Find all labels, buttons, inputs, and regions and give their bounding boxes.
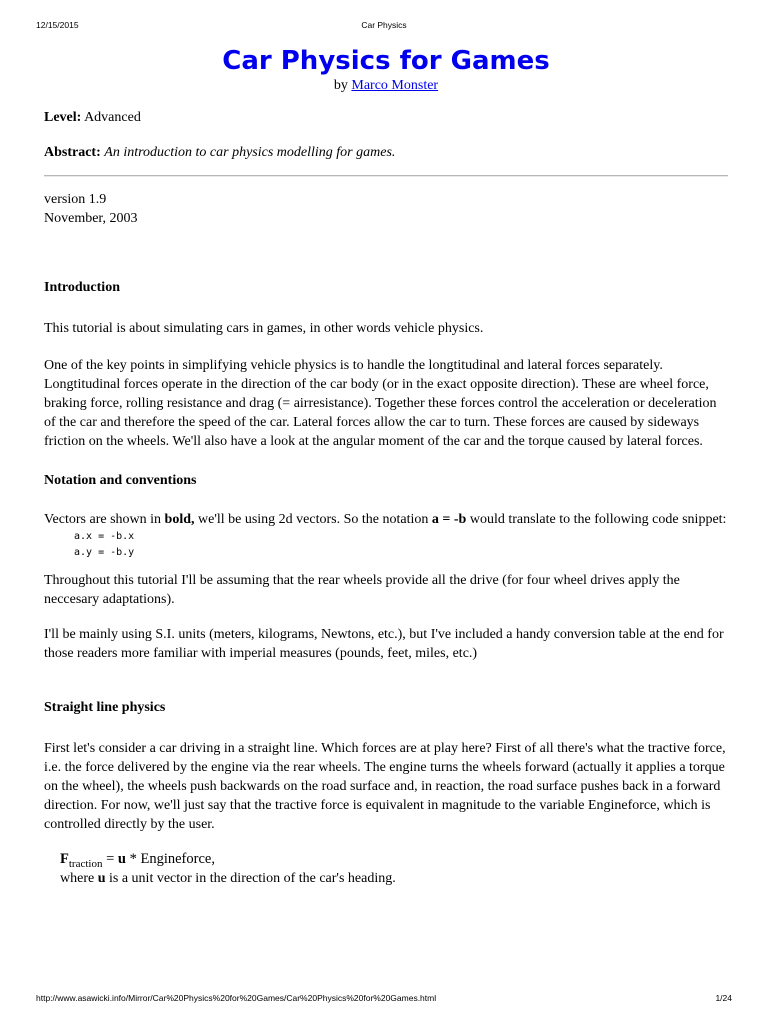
code-line-1: a.x = -b.x — [74, 531, 135, 542]
divider — [44, 175, 728, 177]
abstract-text: An introduction to car physics modelling for games. — [104, 145, 396, 160]
intro-paragraph-1: This tutorial is about simulating cars in games, in other words vehicle physics. — [44, 321, 484, 336]
print-header — [0, 0, 768, 40]
notation-bold-word: bold, — [164, 512, 195, 527]
notation-paragraph-1 — [44, 510, 728, 529]
formula-rest: * Engineforce, — [125, 851, 215, 867]
print-url: http://www.asawicki.info/Mirror/Car%20Physics%20for%20Games/Car%20Physics%20for%20Games.html — [36, 993, 437, 1003]
formula-equals: = — [102, 851, 118, 867]
code-snippet — [74, 529, 728, 561]
author-link[interactable]: Marco Monster — [351, 78, 439, 93]
document-title: Car Physics for Games — [222, 46, 550, 76]
formula-where-line — [60, 869, 728, 888]
byline — [44, 78, 728, 94]
by-label: by — [333, 78, 348, 93]
notation-text-c: would translate to the following code snippet: — [466, 512, 727, 527]
code-line-2: a.y = -b.y — [74, 547, 135, 558]
version-number: version 1.9 — [44, 192, 107, 207]
notation-text-a: Vectors are shown in — [44, 512, 165, 527]
level-line — [44, 110, 728, 126]
straight-line-heading: Straight line physics — [44, 700, 166, 715]
abstract-line — [44, 145, 728, 161]
notation-text-b: we'll be using 2d vectors. So the notation — [194, 512, 432, 527]
notation-expression: a = -b — [431, 512, 467, 527]
formula-line — [60, 850, 728, 869]
level-value: Advanced — [84, 110, 141, 125]
straight-line-paragraph: First let's consider a car driving in a straight line. Which forces are at play here? First of all there's what the tractive force, i.e. the force delivered by the engine via the rear wheels. The engine turns the wheels forward (actually it applies a torque on the wheel), the wheels push backwards on the road surface and, in reaction, the road surface pushes back in a forward direction. For now, we'll just say that the tractive force is equivalent in magnitude to the variable Engineforce, which is controlled directly by the user. — [44, 741, 726, 832]
formula-u: u — [117, 851, 126, 867]
formula-F: F — [60, 851, 69, 867]
print-page-title: Car Physics — [361, 20, 407, 30]
version-block — [44, 190, 728, 228]
document-body — [44, 44, 728, 888]
page-number: 1/24 — [715, 993, 732, 1003]
intro-heading: Introduction — [44, 280, 120, 295]
level-label: Level: — [44, 110, 82, 125]
formula-subscript: traction — [68, 858, 103, 870]
formula-where-b: is a unit vector in the direction of the car's heading. — [105, 871, 396, 886]
notation-paragraph-3: I'll be mainly using S.I. units (meters, kilograms, Newtons, etc.), but I've included a handy conversion table at the end for those readers more familiar with imperial measures (pounds, feet, miles, etc.) — [44, 627, 724, 661]
abstract-label: Abstract: — [44, 145, 101, 160]
notation-heading: Notation and conventions — [44, 473, 197, 488]
intro-paragraph-2: One of the key points in simplifying vehicle physics is to handle the longtitudinal and lateral forces separately. Longtitudinal forces operate in the direction of the car body (or in the exact opposite direction). These are wheel force, braking force, rolling resistance and drag (= airresistance). Together these forces control the acceleration or deceleration of the car and therefore the speed of the car. Lateral forces allow the car to turn. These forces are caused by sideways friction on the wheels. We'll also have a look at the angular moment of the car and the torque caused by lateral forces. — [44, 358, 717, 449]
print-date: 12/15/2015 — [36, 20, 79, 30]
formula-where-u: u — [97, 871, 106, 886]
traction-formula — [60, 850, 728, 888]
notation-paragraph-2: Throughout this tutorial I'll be assuming that the rear wheels provide all the drive (for four wheel drives apply the neccesary adaptations). — [44, 573, 680, 607]
version-date: November, 2003 — [44, 211, 138, 226]
formula-where-a: where — [60, 871, 98, 886]
